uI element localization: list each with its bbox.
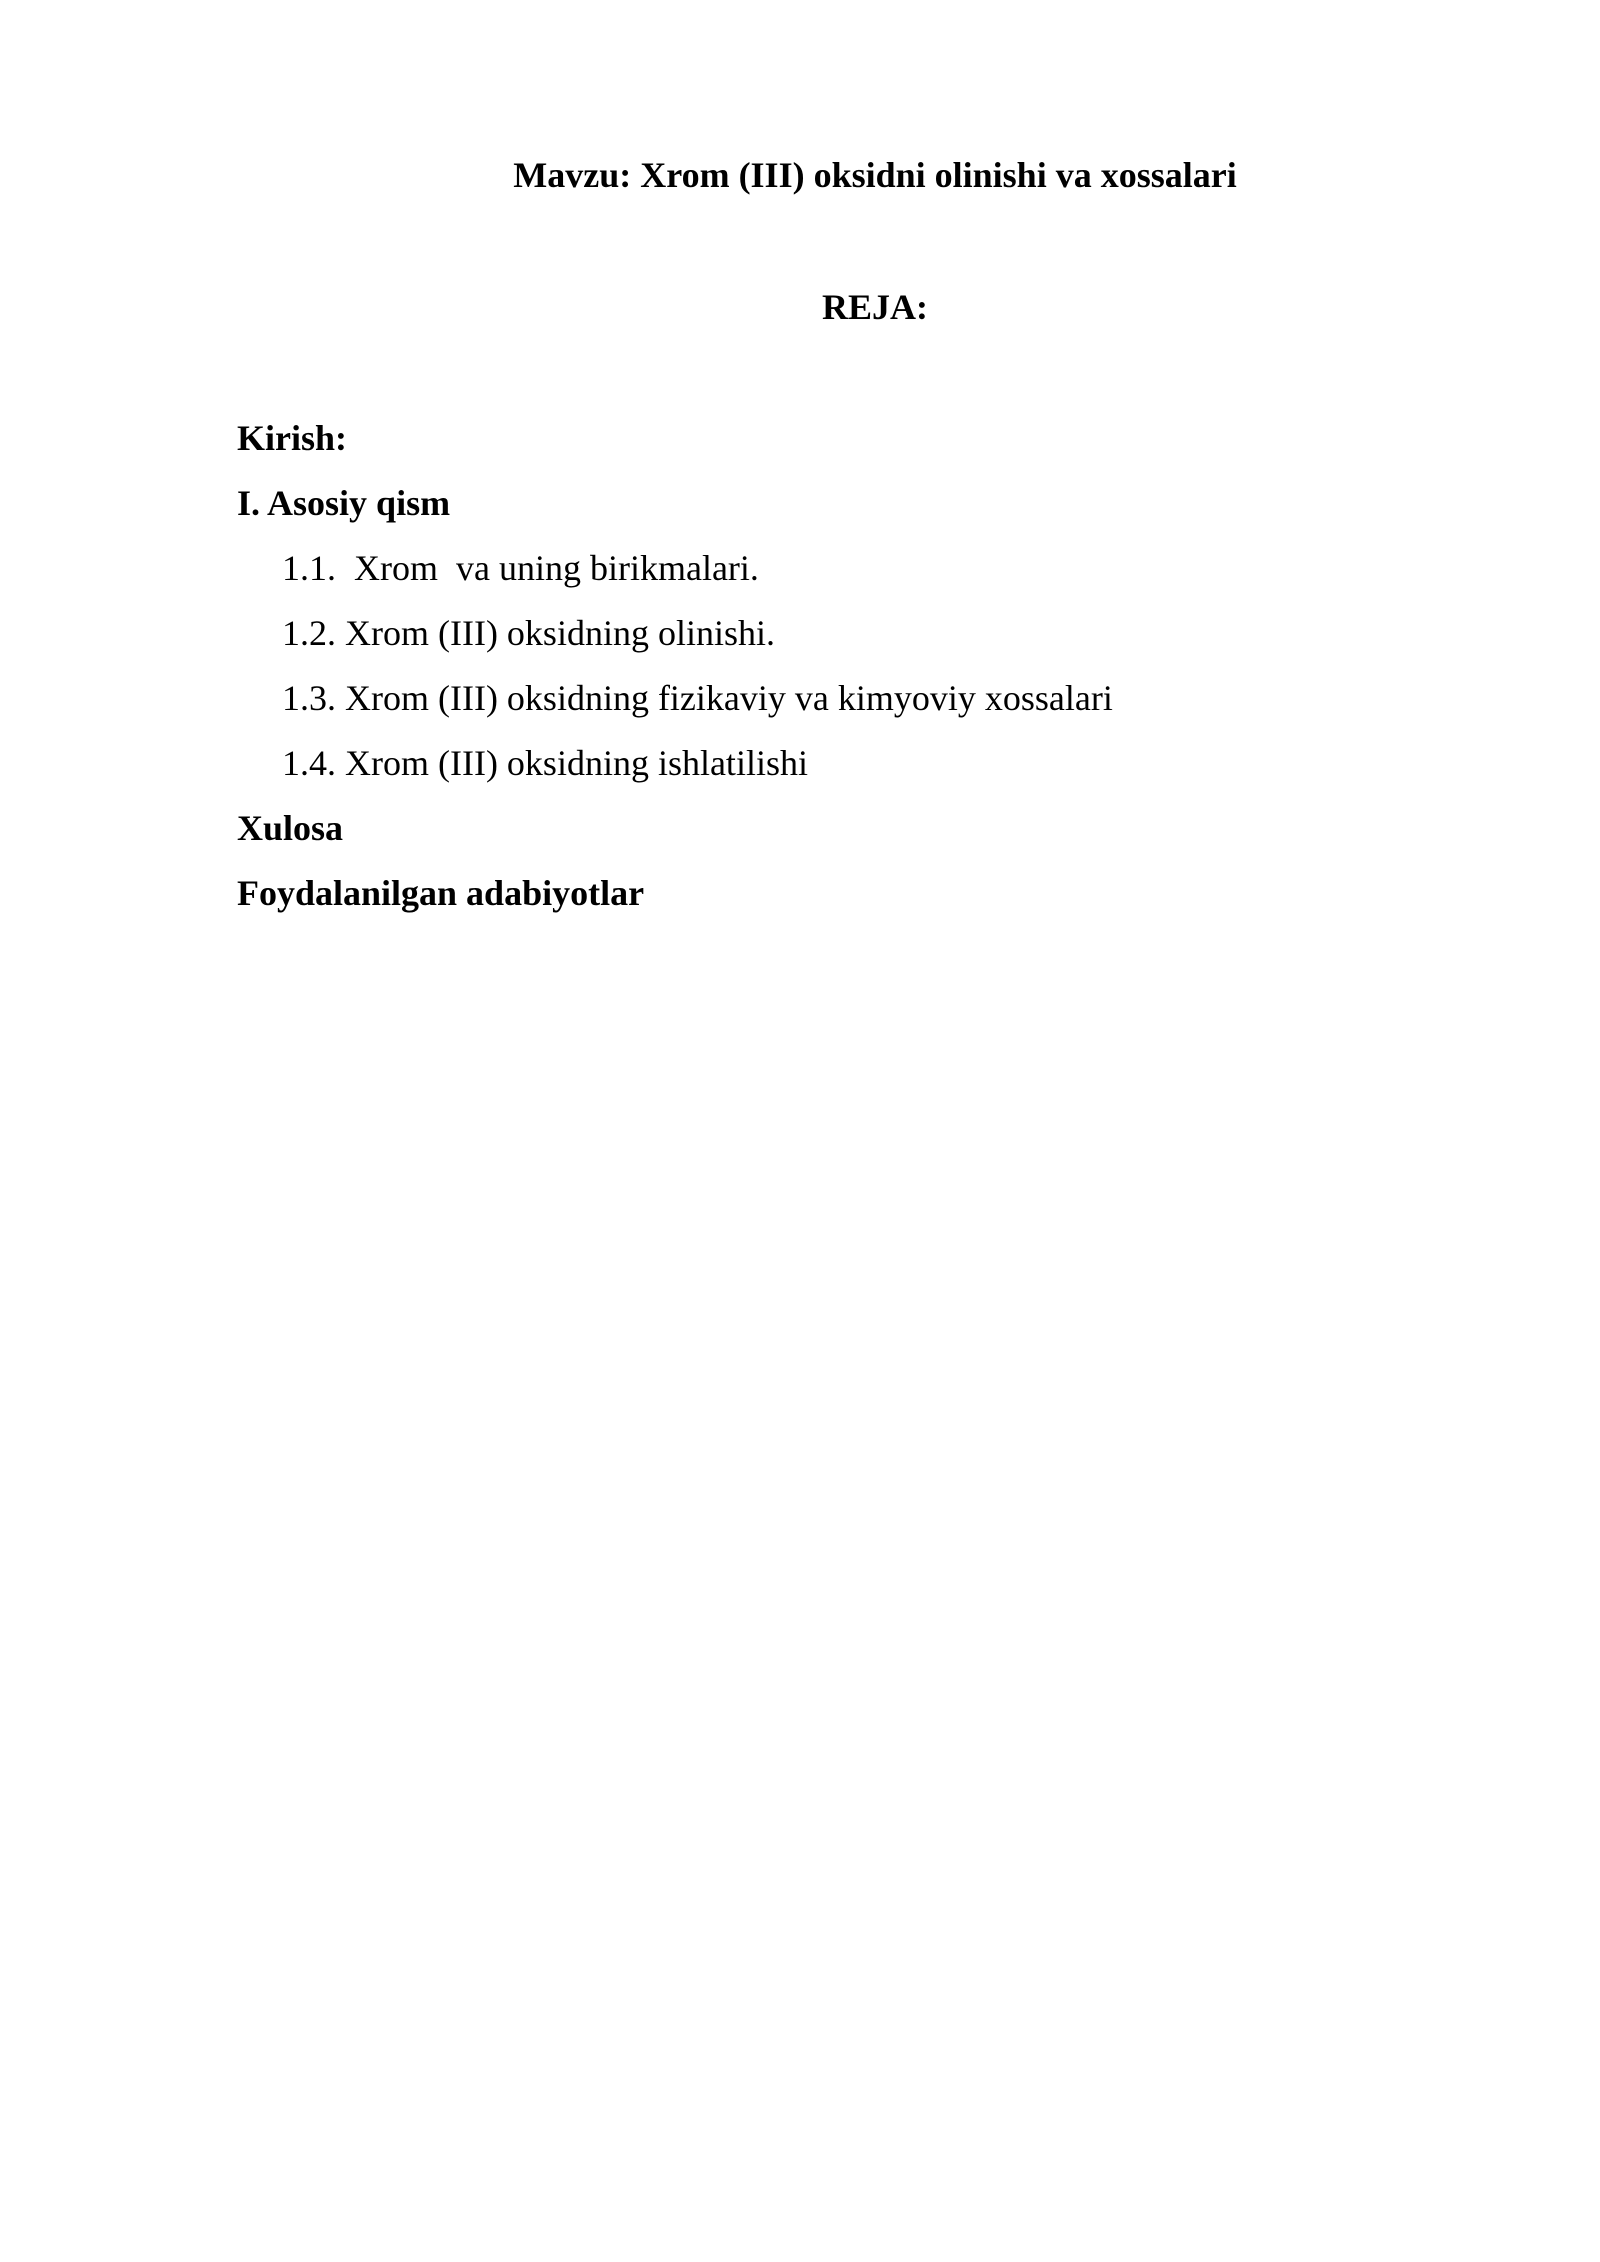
outline-references: Foydalanilgan adabiyotlar <box>237 873 645 913</box>
outline-conclusion: Xulosa <box>237 808 344 848</box>
outline-intro: Kirish: <box>237 418 348 458</box>
outline-subsection-1-1: 1.1. Xrom va uning birikmalari. <box>282 548 759 588</box>
document-title: Mavzu: Xrom (III) oksidni olinishi va xossalari <box>513 155 1237 195</box>
outline-subsection-1-2: 1.2. Xrom (III) oksidning olinishi. <box>282 613 775 653</box>
plan-heading: REJA: <box>822 287 928 327</box>
outline-main-part: I. Asosiy qism <box>237 483 451 523</box>
outline-subsection-1-3: 1.3. Xrom (III) oksidning fizikaviy va kimyoviy xossalari <box>282 678 1113 718</box>
outline-subsection-1-4: 1.4. Xrom (III) oksidning ishlatilishi <box>282 743 808 783</box>
